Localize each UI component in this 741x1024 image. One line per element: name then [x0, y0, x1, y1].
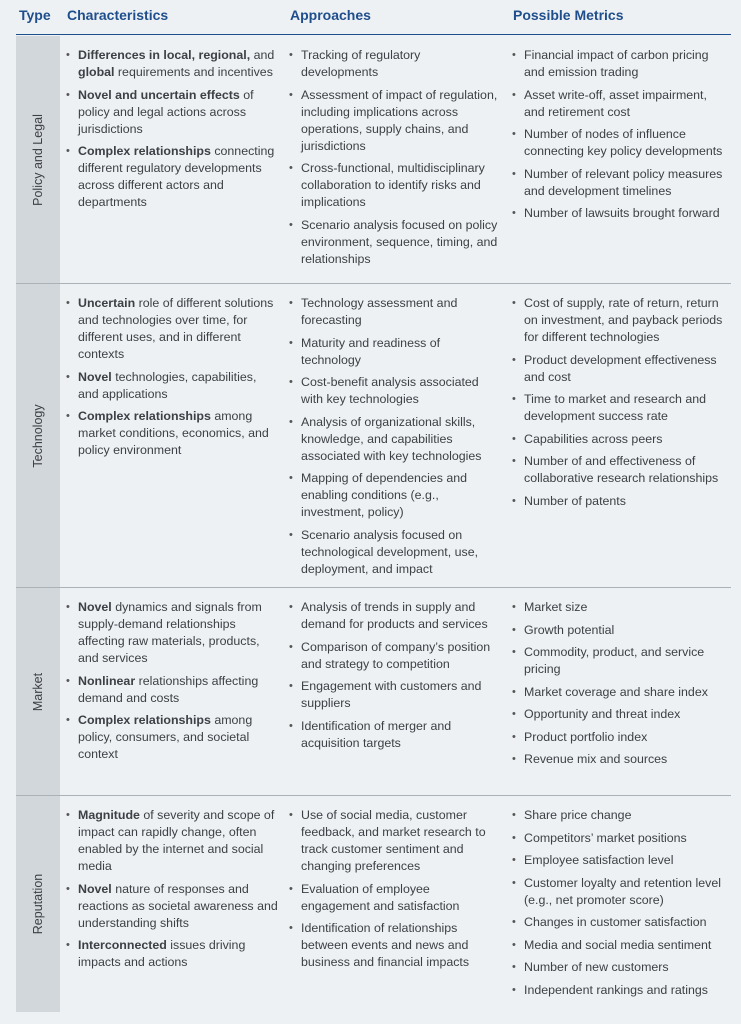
- characteristic-text: issues driving impacts and actions: [78, 938, 246, 969]
- characteristic-keyword: Interconnected: [78, 938, 167, 952]
- header-characteristics: Characteristics: [67, 7, 169, 23]
- approach-item: • Identification of merger and acquisition targets: [288, 718, 498, 752]
- approaches-list: [288, 599, 498, 757]
- characteristics-list: [65, 47, 280, 217]
- characteristic-keyword: Novel: [78, 881, 112, 896]
- approach-item: • Assessment of impact of regulation, including implications across operations, supply chains, and jurisdictions: [288, 87, 498, 155]
- metric-item: • Customer loyalty and retention level (e.g., net promoter score): [511, 875, 726, 909]
- characteristic-text: nature of responses and reactions as societal awareness and understanding shifts: [78, 881, 278, 930]
- metric-item: • Number of relevant policy measures and development timelines: [511, 166, 726, 200]
- characteristic-text: relationships affecting demand and costs: [78, 673, 259, 705]
- approach-item: • Mapping of dependencies and enabling conditions (e.g., investment, policy): [288, 470, 498, 521]
- characteristic-item: [65, 295, 280, 363]
- metrics-list: [511, 47, 726, 228]
- header-approaches: Approaches: [290, 7, 371, 23]
- approach-item: • Analysis of trends in supply and demand for products and services: [288, 599, 498, 633]
- table-row: [16, 36, 731, 284]
- characteristic-text: and: [250, 48, 275, 62]
- metric-item: • Changes in customer satisfaction: [511, 914, 726, 931]
- approach-item: • Comparison of company’s position and strategy to competition: [288, 639, 498, 673]
- metric-item: • Opportunity and threat index: [511, 706, 726, 723]
- metrics-list: [511, 599, 726, 774]
- metric-item: • Number of new customers: [511, 959, 726, 976]
- metric-item: • Revenue mix and sources: [511, 751, 726, 768]
- metric-item: • Growth potential: [511, 622, 726, 639]
- characteristic-text: role of different solutions and technologies over time, for different uses, and in different contexts: [78, 296, 274, 361]
- type-label: Policy and Legal: [31, 114, 45, 206]
- characteristic-text: requirements and incentives: [114, 65, 273, 79]
- metric-item: • Market coverage and share index: [511, 684, 726, 701]
- metric-item: • Market size: [511, 599, 726, 616]
- approach-item: • Scenario analysis focused on policy environment, sequence, timing, and relationships: [288, 217, 498, 268]
- characteristic-keyword: Complex relationships: [78, 409, 211, 423]
- approach-item: • Technology assessment and forecasting: [288, 295, 498, 329]
- characteristic-text: connecting different regulatory developments across different actors and departments: [78, 144, 275, 209]
- characteristic-keyword: Complex relationships: [78, 713, 211, 727]
- characteristic-item: [65, 408, 280, 459]
- characteristic-item: [65, 87, 280, 138]
- characteristic-text: among market conditions, economics, and policy environment: [78, 409, 269, 457]
- metric-item: • Product portfolio index: [511, 729, 726, 746]
- approach-item: • Tracking of regulatory developments: [288, 47, 498, 81]
- metric-item: • Number of and effectiveness of collaborative research relationships: [511, 453, 726, 487]
- characteristic-keyword: Nonlinear: [78, 673, 136, 688]
- characteristics-list: [65, 295, 280, 465]
- header-possible-metrics: Possible Metrics: [513, 7, 624, 23]
- approaches-list: [288, 807, 498, 977]
- characteristic-item: [65, 937, 280, 971]
- characteristics-list: [65, 807, 280, 977]
- metric-item: • Number of lawsuits brought forward: [511, 205, 726, 222]
- approach-item: • Cross-functional, multidisciplinary collaboration to identify risks and implications: [288, 160, 498, 211]
- characteristics-list: [65, 599, 280, 769]
- approach-item: • Engagement with customers and suppliers: [288, 678, 498, 712]
- characteristic-text: dynamics and signals from supply-demand relationships affecting raw materials, products, and services: [78, 600, 262, 665]
- characteristic-item: [65, 143, 280, 211]
- table-row: [16, 284, 731, 588]
- header-rule: [16, 34, 731, 35]
- metric-item: • Time to market and research and development success rate: [511, 391, 726, 425]
- metric-item: • Capabilities across peers: [511, 431, 726, 448]
- approaches-list: [288, 295, 498, 583]
- characteristic-text: of severity and scope of impact can rapidly change, often enabled by the internet and social media: [78, 808, 275, 873]
- characteristic-keyword: Novel: [78, 369, 112, 384]
- metric-item: • Cost of supply, rate of return, return on investment, and payback periods for different technologies: [511, 295, 726, 346]
- characteristic-item: [65, 599, 280, 667]
- characteristic-item: [65, 881, 280, 932]
- table-row: [16, 588, 731, 796]
- metric-item: • Competitors’ market positions: [511, 830, 726, 847]
- header-type: Type: [19, 7, 51, 23]
- characteristic-item: [65, 712, 280, 763]
- characteristic-text: among policy, consumers, and societal context: [78, 713, 253, 761]
- characteristic-keyword: Novel and uncertain effects: [78, 87, 240, 102]
- approach-item: • Cost-benefit analysis associated with key technologies: [288, 374, 498, 408]
- type-label: Market: [31, 672, 45, 712]
- approach-item: • Identification of relationships between events and news and business and financial impacts: [288, 920, 498, 971]
- metrics-list: [511, 295, 726, 515]
- metric-item: • Number of patents: [511, 493, 726, 510]
- metrics-list: [511, 807, 726, 1004]
- characteristic-text: of policy and legal actions across jurisdictions: [78, 87, 254, 136]
- characteristic-item: [65, 807, 280, 875]
- approach-item: • Evaluation of employee engagement and satisfaction: [288, 881, 498, 915]
- type-cell: [16, 284, 60, 588]
- type-label: Technology: [31, 404, 45, 468]
- approach-item: • Scenario analysis focused on technological development, use, deployment, and impact: [288, 527, 498, 578]
- type-label: Reputation: [31, 873, 45, 935]
- metric-item: • Independent rankings and ratings: [511, 982, 726, 999]
- approach-item: • Use of social media, customer feedback, and market research to track customer sentiment and changing preferences: [288, 807, 498, 875]
- type-cell: [16, 36, 60, 284]
- approach-item: • Analysis of organizational skills, knowledge, and capabilities associated with key technologies: [288, 414, 498, 465]
- table-header: [0, 0, 741, 34]
- metric-item: • Asset write-off, asset impairment, and retirement cost: [511, 87, 726, 121]
- metric-item: • Media and social media sentiment: [511, 937, 726, 954]
- approaches-list: [288, 47, 498, 273]
- metric-item: • Product development effectiveness and cost: [511, 352, 726, 386]
- characteristic-item: [65, 673, 280, 707]
- metric-item: • Number of nodes of influence connecting key policy developments: [511, 126, 726, 160]
- type-cell: [16, 796, 60, 1012]
- approach-item: • Maturity and readiness of technology: [288, 335, 498, 369]
- metric-item: • Share price change: [511, 807, 726, 824]
- metric-item: • Employee satisfaction level: [511, 852, 726, 869]
- characteristic-keyword: Uncertain: [78, 296, 136, 310]
- table-row: [16, 796, 731, 1012]
- characteristic-keyword: Novel: [78, 600, 112, 614]
- characteristic-text: technologies, capabilities, and applications: [78, 369, 257, 401]
- characteristic-keyword: Complex relationships: [78, 144, 211, 158]
- characteristic-keyword: Magnitude: [78, 808, 140, 822]
- characteristic-keyword: global: [78, 65, 115, 79]
- characteristic-item: [65, 47, 280, 81]
- type-cell: [16, 588, 60, 796]
- characteristic-keyword: Differences in local, regional,: [78, 48, 251, 62]
- characteristic-item: [65, 369, 280, 403]
- metric-item: • Financial impact of carbon pricing and emission trading: [511, 47, 726, 81]
- metric-item: • Commodity, product, and service pricing: [511, 644, 726, 678]
